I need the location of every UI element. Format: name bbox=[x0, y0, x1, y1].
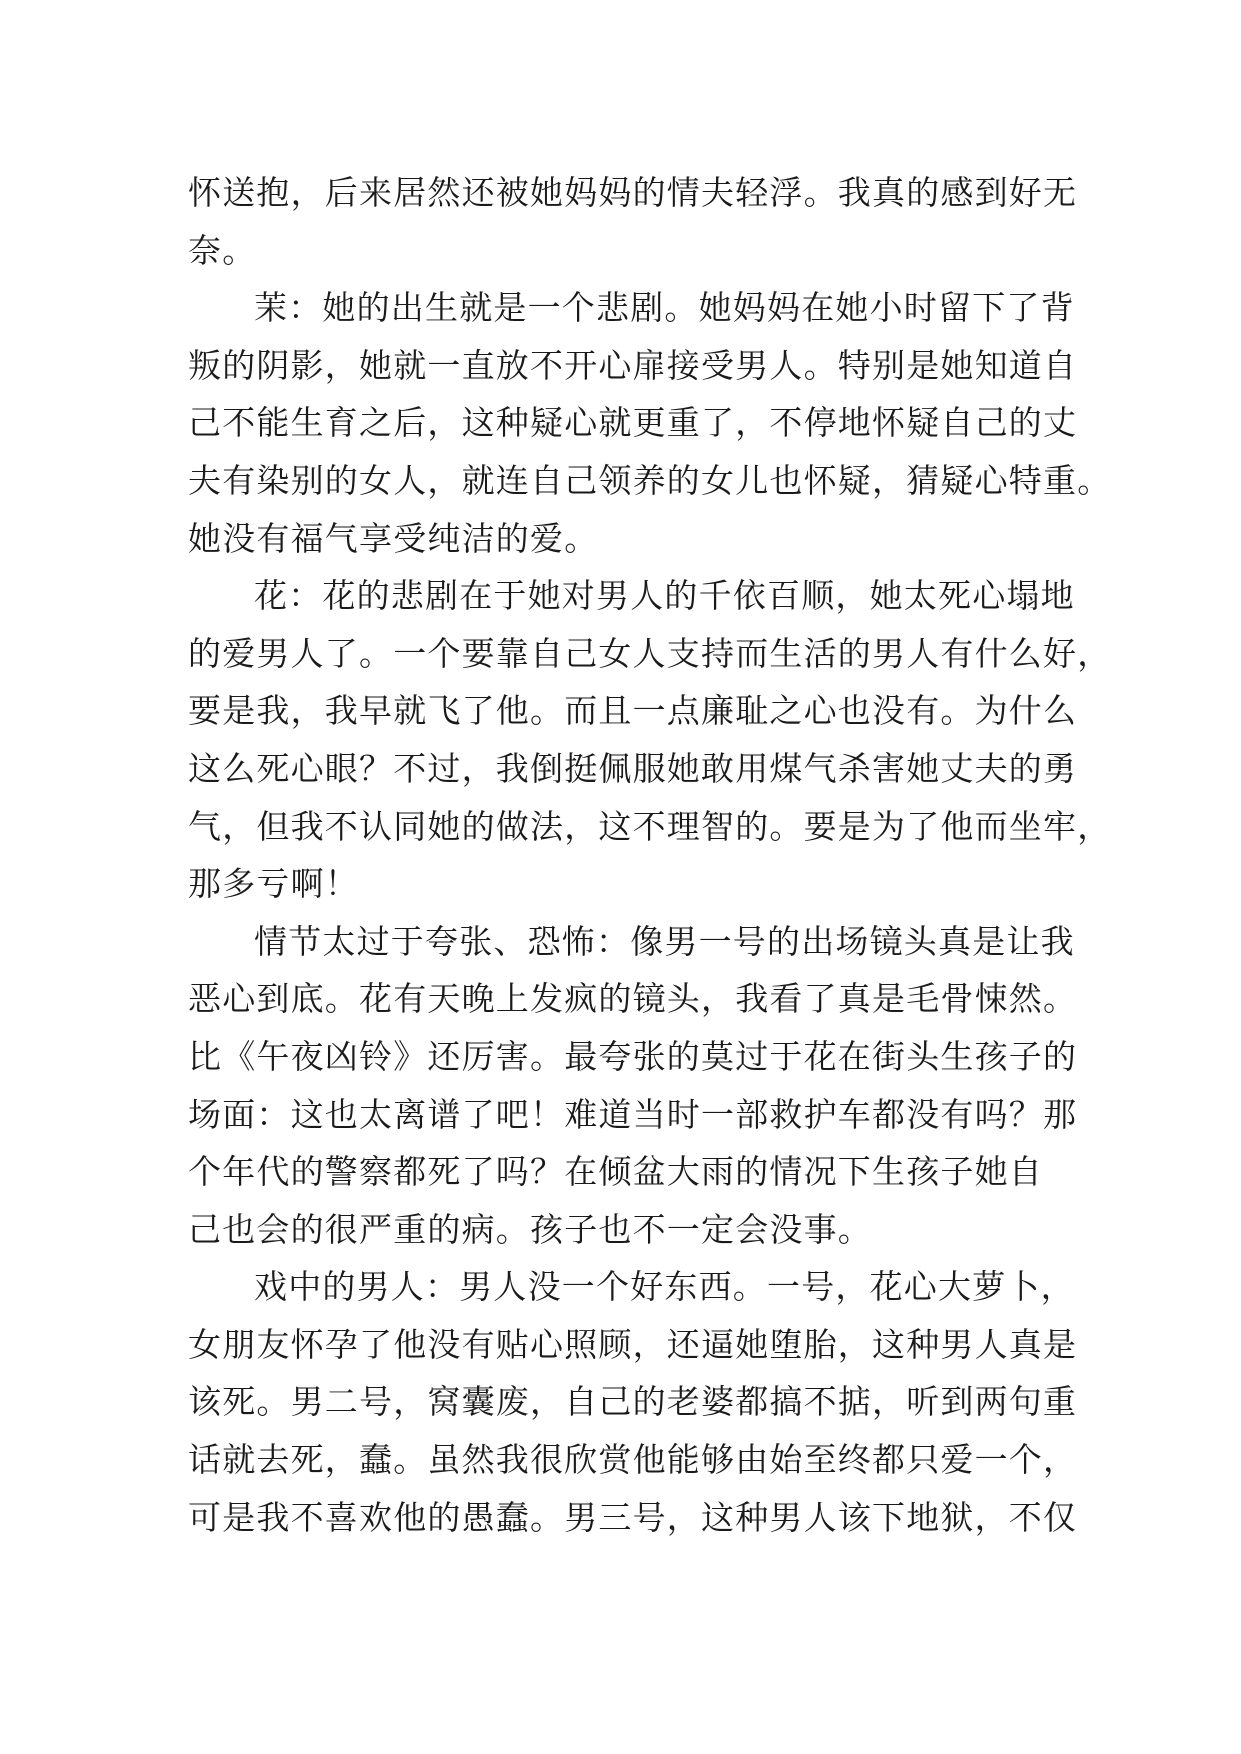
text-line: 女朋友怀孕了他没有贴心照顾，还逼她堕胎，这种男人真是 bbox=[188, 1324, 1078, 1364]
text-line: 奈。 bbox=[188, 230, 257, 270]
text-line: 该死。男二号，窝囊废，自己的老婆都搞不掂，听到两句重 bbox=[188, 1382, 1078, 1422]
text-line: 那多亏啊！ bbox=[188, 864, 359, 904]
text-line: 场面：这也太离谱了吧！难道当时一部救护车都没有吗？那 bbox=[188, 1094, 1078, 1134]
paragraph-continuation bbox=[188, 164, 1078, 279]
paragraph-mo bbox=[188, 279, 1112, 567]
text-line: 恶心到底。花有天晚上发疯的镜头，我看了真是毛骨悚然。 bbox=[188, 979, 1078, 1019]
text-line: 己也会的很严重的病。孩子也不一定会没事。 bbox=[188, 1209, 872, 1249]
text-line: 叛的阴影，她就一直放不开心扉接受男人。特别是她知道自 bbox=[188, 345, 1078, 385]
text-line: 夫有染别的女人，就连自己领养的女儿也怀疑，猜疑心特重。 bbox=[188, 460, 1112, 500]
text-line: 要是我，我早就飞了他。而且一点廉耻之心也没有。为什么 bbox=[188, 691, 1078, 731]
text-line: 气，但我不认同她的做法，这不理智的。要是为了他而坐牢， bbox=[188, 806, 1112, 846]
text-line: 情节太过于夸张、恐怖：像男一号的出场镜头真是让我 bbox=[254, 921, 1075, 961]
text-line: 个年代的警察都死了吗？在倾盆大雨的情况下生孩子她自 bbox=[188, 1152, 1043, 1192]
document-body bbox=[188, 164, 1112, 1546]
text-line: 她没有福气享受纯洁的爱。 bbox=[188, 518, 599, 558]
text-line: 的爱男人了。一个要靠自己女人支持而生活的男人有什么好， bbox=[188, 633, 1112, 673]
text-line: 花：花的悲剧在于她对男人的千依百顺，她太死心塌地 bbox=[254, 576, 1075, 616]
paragraph-hua bbox=[188, 567, 1112, 913]
text-line: 可是我不喜欢他的愚蠢。男三号，这种男人该下地狱，不仅 bbox=[188, 1497, 1078, 1537]
text-line: 比《午夜凶铃》还厉害。最夸张的莫过于花在街头生孩子的 bbox=[188, 1036, 1078, 1076]
text-line: 怀送抱，后来居然还被她妈妈的情夫轻浮。我真的感到好无 bbox=[188, 173, 1078, 212]
text-line: 戏中的男人：男人没一个好东西。一号，花心大萝卜， bbox=[254, 1267, 1075, 1307]
paragraph-men bbox=[188, 1258, 1078, 1546]
text-line: 茉：她的出生就是一个悲剧。她妈妈在她小时留下了背 bbox=[254, 288, 1075, 328]
paragraph-plot bbox=[188, 913, 1078, 1259]
text-line: 这么死心眼？不过，我倒挺佩服她敢用煤气杀害她丈夫的勇 bbox=[188, 748, 1078, 788]
text-line: 话就去死，蠢。虽然我很欣赏他能够由始至终都只爱一个， bbox=[188, 1440, 1078, 1480]
text-line: 己不能生育之后，这种疑心就更重了，不停地怀疑自己的丈 bbox=[188, 403, 1078, 443]
